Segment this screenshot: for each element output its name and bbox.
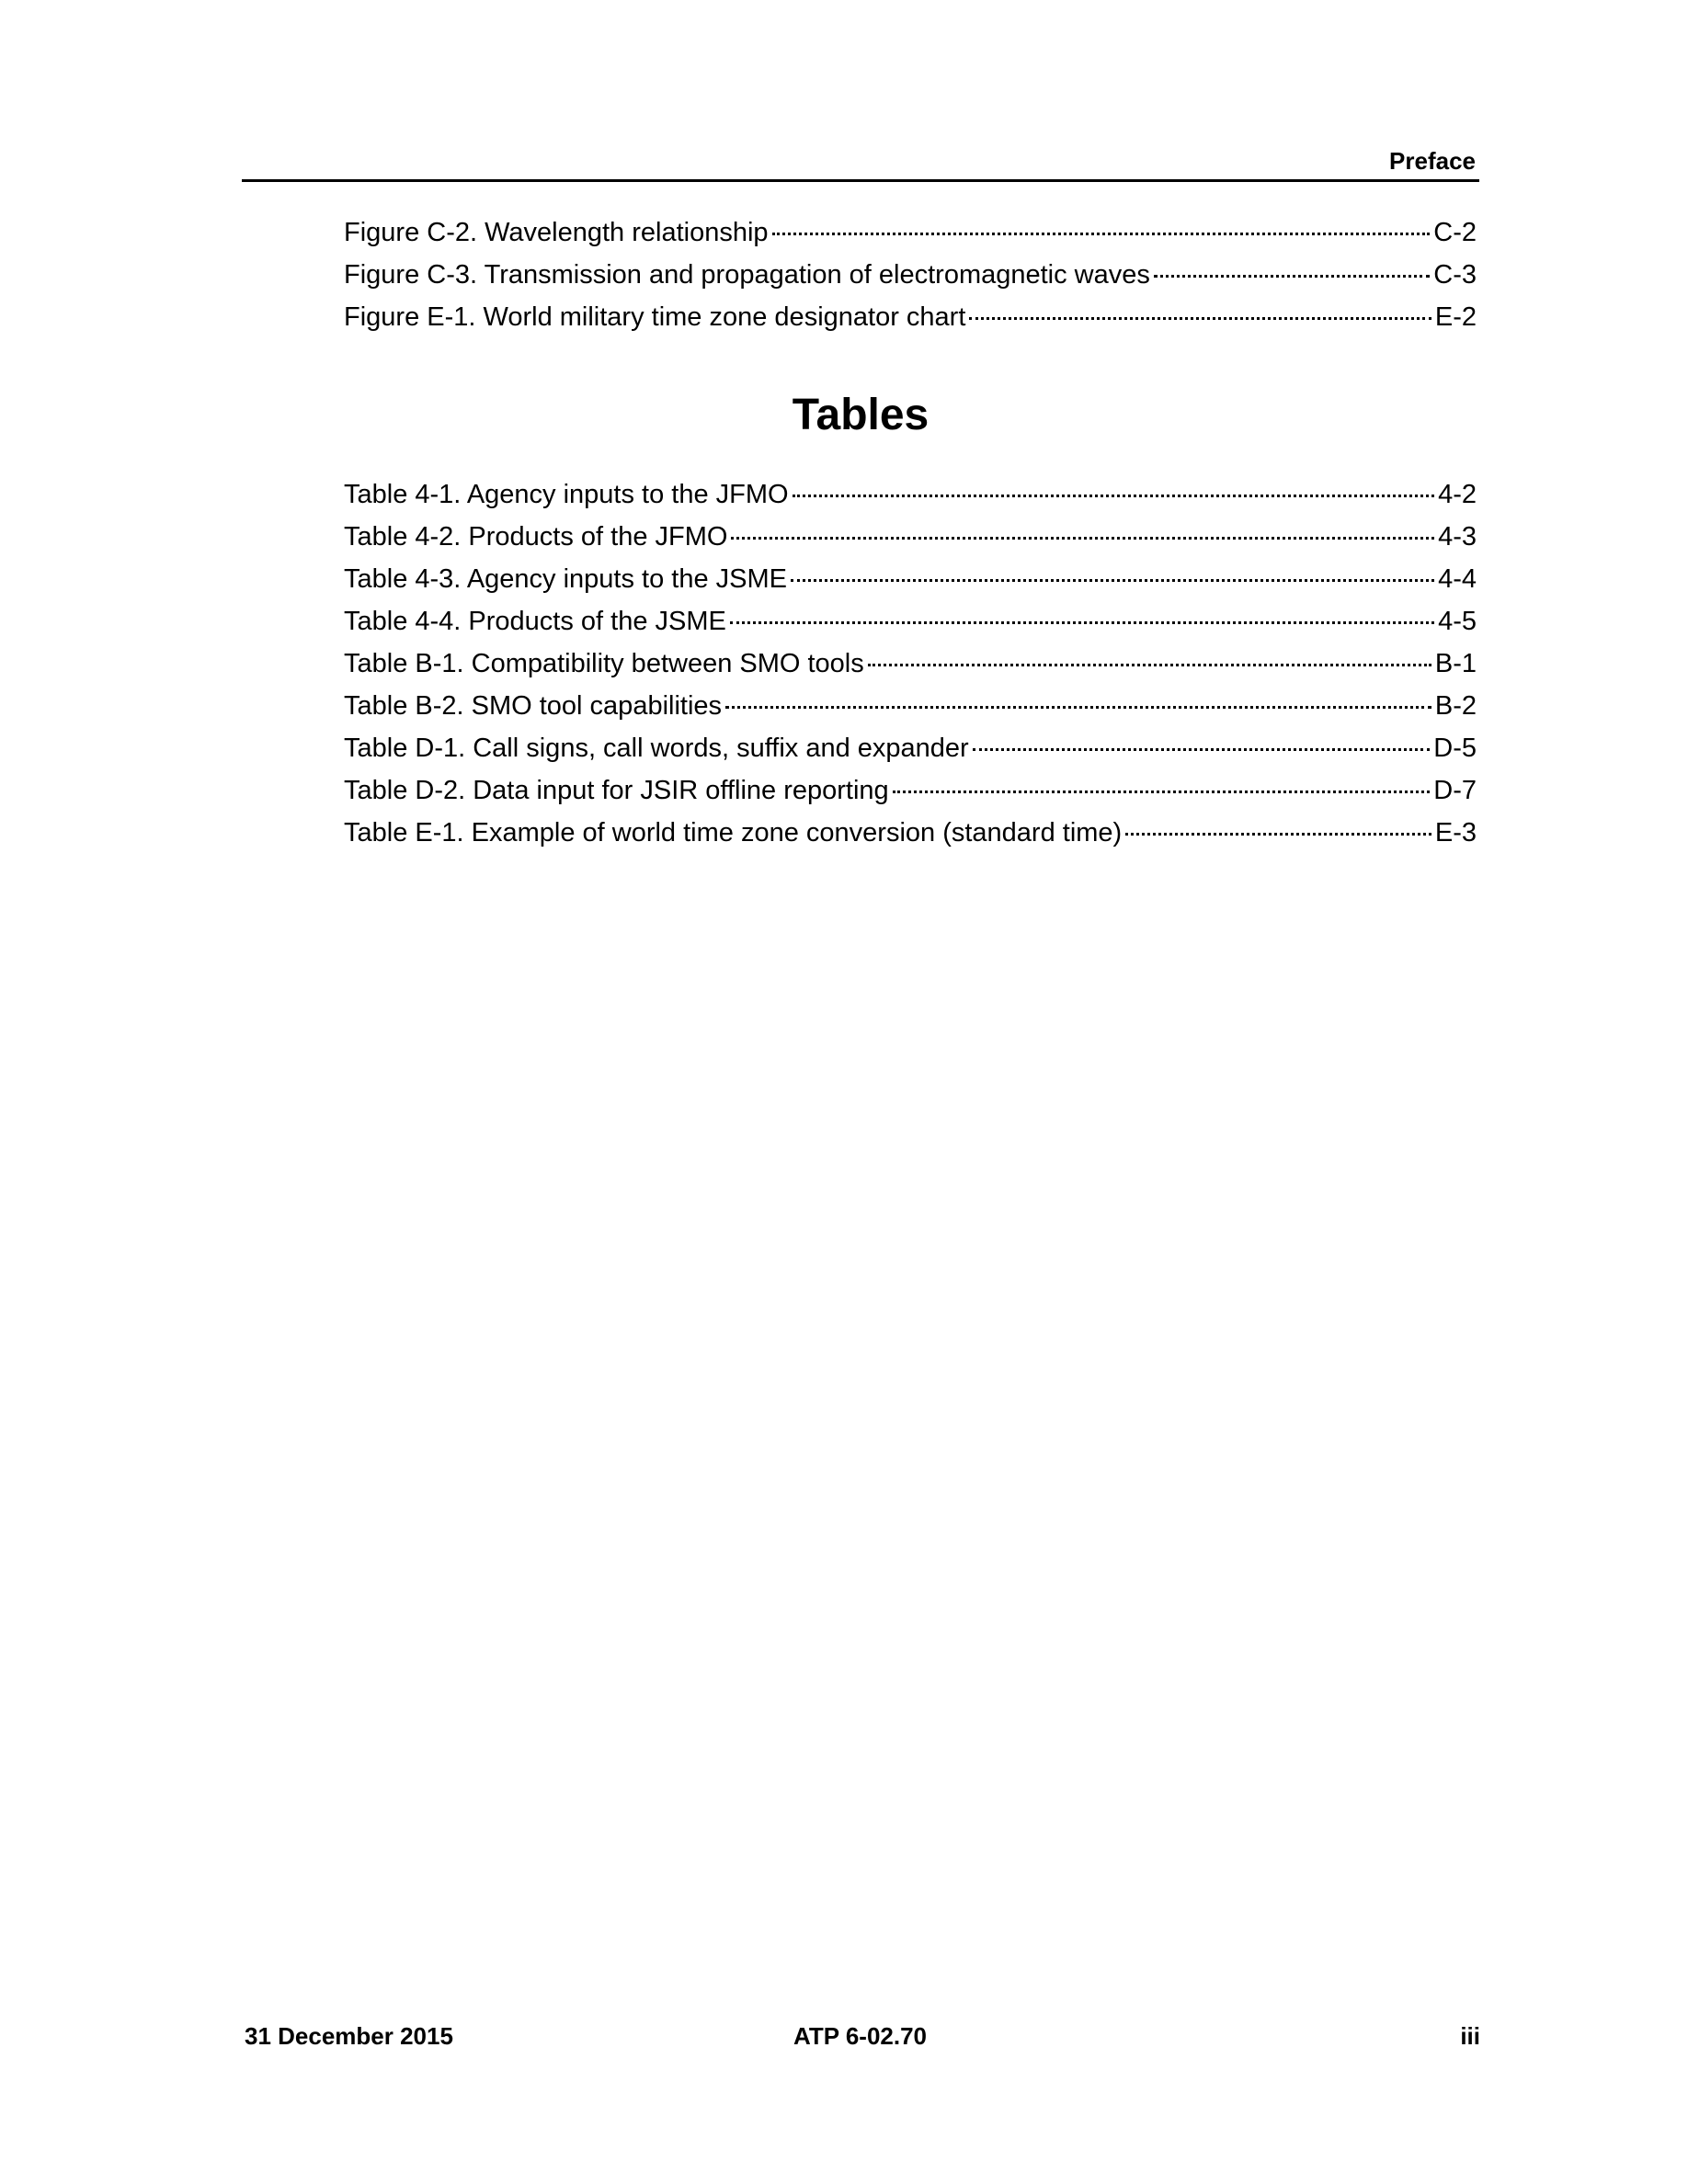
toc-entry-label: Table B-2. SMO tool capabilities (344, 691, 723, 721)
footer-publication: ATP 6-02.70 (793, 2022, 928, 2050)
toc-entry-page: C-3 (1433, 260, 1477, 290)
toc-entry-label: Figure C-3. Transmission and propagation of electromagnetic waves (344, 260, 1150, 290)
toc-entry-page: 4-4 (1438, 564, 1477, 594)
toc-entry[interactable] (344, 727, 1477, 769)
toc-entry-page: D-7 (1433, 776, 1477, 805)
toc-entry[interactable] (344, 473, 1477, 516)
tables-list (344, 473, 1477, 854)
dot-leader (868, 664, 1431, 666)
header-title: Preface (1389, 147, 1476, 175)
dot-leader (969, 317, 1431, 320)
toc-entry-page: B-2 (1434, 691, 1477, 721)
toc-entry-page: B-1 (1434, 649, 1477, 678)
toc-entry[interactable] (344, 812, 1477, 854)
dot-leader (893, 791, 1431, 793)
toc-entry[interactable] (344, 685, 1477, 727)
dot-leader (973, 748, 1431, 751)
toc-entry-label: Table D-2. Data input for JSIR offline reporting (344, 776, 889, 805)
toc-entry-page: E-3 (1434, 818, 1477, 847)
footer-date: 31 December 2015 (245, 2022, 453, 2050)
toc-entry[interactable] (344, 600, 1477, 643)
toc-entry-label: Figure C-2. Wavelength relationship (344, 218, 769, 247)
dot-leader (731, 537, 1434, 540)
toc-entry[interactable] (344, 254, 1477, 296)
toc-entry[interactable] (344, 558, 1477, 600)
dot-leader (793, 495, 1434, 497)
dot-leader (1125, 833, 1431, 836)
toc-entry-page: 4-5 (1438, 607, 1477, 636)
toc-entry-label: Table E-1. Example of world time zone conversion (standard time) (344, 818, 1123, 847)
toc-entry[interactable] (344, 643, 1477, 685)
tables-heading: Tables (792, 391, 930, 439)
toc-entry-label: Table 4-2. Products of the JFMO (344, 522, 728, 552)
dot-leader (725, 706, 1431, 709)
dot-leader (791, 579, 1434, 582)
toc-entry-page: 4-3 (1438, 522, 1477, 552)
toc-entry[interactable] (344, 211, 1477, 254)
toc-entry-label: Table 4-3. Agency inputs to the JSME (344, 564, 787, 594)
page-header (242, 144, 1479, 182)
footer-page-number: iii (1460, 2022, 1480, 2050)
toc-entry-label: Table B-1. Compatibility between SMO tools (344, 649, 864, 678)
figures-list (344, 211, 1477, 338)
toc-entry-label: Table 4-1. Agency inputs to the JFMO (344, 480, 789, 509)
toc-entry[interactable] (344, 296, 1477, 338)
toc-entry-page: E-2 (1434, 302, 1477, 332)
dot-leader (1154, 275, 1430, 278)
toc-entry-page: C-2 (1433, 218, 1477, 247)
dot-leader (772, 233, 1431, 235)
toc-entry[interactable] (344, 769, 1477, 812)
toc-entry-page: D-5 (1433, 734, 1477, 763)
toc-entry-label: Table 4-4. Products of the JSME (344, 607, 726, 636)
toc-entry[interactable] (344, 516, 1477, 558)
toc-entry-page: 4-2 (1438, 480, 1477, 509)
toc-entry-label: Figure E-1. World military time zone designator chart (344, 302, 966, 332)
dot-leader (730, 621, 1434, 624)
toc-entry-label: Table D-1. Call signs, call words, suffix and expander (344, 734, 969, 763)
